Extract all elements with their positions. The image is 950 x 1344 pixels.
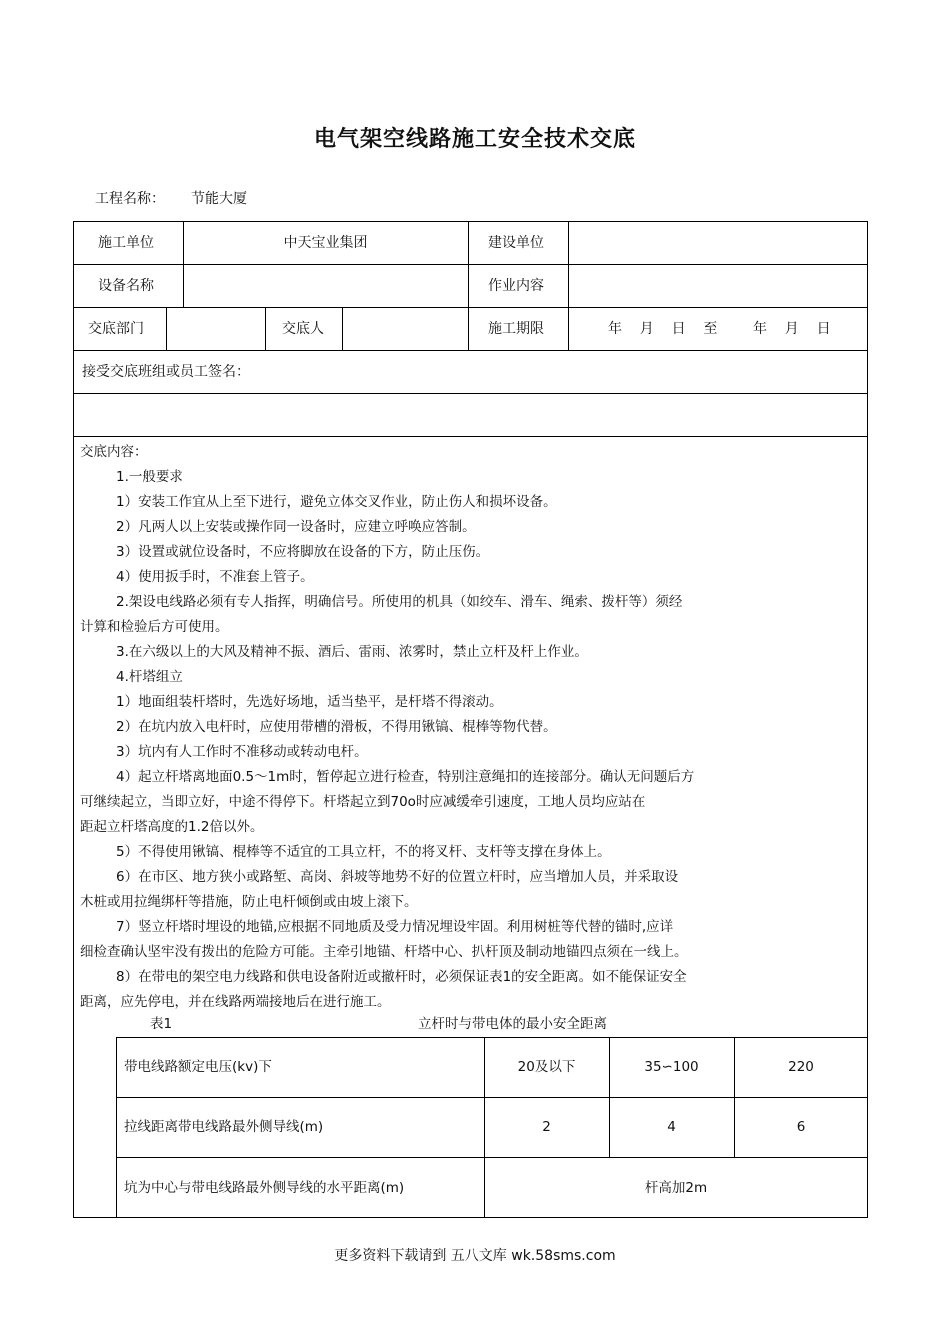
table-rule	[116, 1037, 868, 1038]
table-cell: 2	[542, 1119, 551, 1135]
content-heading: 交底内容：	[80, 444, 148, 460]
table-rule	[116, 1157, 868, 1158]
content-line: 8）在带电的架空电力线路和供电设备附近或撤杆时，必须保证表1的安全距离。如不能保证安全	[116, 969, 687, 985]
signature-label: 接受交底班组或员工签名：	[82, 364, 250, 380]
content-line: 1）地面组装杆塔时，先选好场地，适当垫平，是杆塔不得滚动。	[116, 694, 503, 710]
table-rule	[116, 1097, 868, 1098]
table-row-label: 坑为中心与带电线路最外侧导线的水平距离(m)	[124, 1180, 405, 1196]
table-cell: 20及以下	[517, 1059, 576, 1075]
project-name-row	[95, 188, 247, 208]
table-merged-cell: 杆高加2m	[644, 1180, 708, 1196]
content-line: 6）在市区、地方狭小或路堑、高岗、斜坡等地势不好的位置立杆时，应当增加人员，并采取设	[116, 869, 679, 885]
construction-period-label: 施工期限	[488, 321, 544, 337]
col-divider	[468, 221, 469, 350]
table-title: 立杆时与带电体的最小安全距离	[418, 1016, 607, 1032]
table-col-divider	[734, 1037, 735, 1157]
project-name-label: 工程名称：	[95, 191, 165, 207]
row-divider	[73, 436, 868, 437]
briefing-content	[80, 440, 800, 1015]
work-content-label: 作业内容	[488, 278, 544, 294]
col-divider	[166, 307, 167, 350]
content-line: 2.架设电线路必须有专人指挥，明确信号。所使用的机具（如绞车、滑车、绳索、拨杆等）须经	[116, 594, 683, 610]
row-divider	[73, 393, 868, 394]
content-line: 3）坑内有人工作时不准移动或转动电杆。	[116, 744, 368, 760]
content-line: 4）使用扳手时，不准套上管子。	[116, 569, 314, 585]
col-divider	[265, 307, 266, 350]
content-line: 5）不得使用锹镐、棍棒等不适宜的工具立杆，不的将叉杆、支杆等支撑在身体上。	[116, 844, 611, 860]
briefing-dept-label: 交底部门	[88, 321, 144, 337]
content-line: 4.杆塔组立	[116, 669, 183, 685]
content-line: 距起立杆塔高度的1.2倍以外。	[80, 819, 264, 835]
table-number: 表1	[150, 1016, 173, 1032]
page-title: 电气架空线路施工安全技术交底	[313, 127, 636, 152]
content-line: 3）设置或就位设备时，不应将脚放在设备的下方，防止压伤。	[116, 544, 490, 560]
col-divider	[568, 221, 569, 350]
content-line: 3.在六级以上的大风及精神不振、酒后、雷雨、浓雾时，禁止立杆及杆上作业。	[116, 644, 588, 660]
equipment-name-label: 设备名称	[98, 278, 154, 294]
row-divider	[73, 307, 868, 308]
row-divider	[73, 350, 868, 351]
table-cell: 4	[667, 1119, 676, 1135]
briefing-person-label: 交底人	[282, 321, 324, 337]
content-line: 细检查确认坚牢没有拨出的危险方可能。主牵引地锚、杆塔中心、扒杆顶及制动地锚四点须在一线上。	[80, 944, 688, 960]
table-col-divider	[116, 1037, 117, 1218]
col-divider	[342, 307, 343, 350]
build-unit-label: 建设单位	[488, 235, 544, 251]
table-cell: 220	[788, 1059, 814, 1075]
table-cell: 6	[796, 1119, 806, 1135]
content-line: 2）在坑内放入电杆时，应使用带槽的滑板，不得用锹镐、棍棒等物代替。	[116, 719, 557, 735]
table-col-divider	[609, 1037, 610, 1157]
table-cell: 35∽100	[644, 1059, 699, 1075]
construction-unit-label: 施工单位	[98, 235, 154, 251]
project-name-value: 节能大厦	[191, 191, 247, 207]
content-line: 距离，应先停电，并在线路两端接地后在进行施工。	[80, 994, 391, 1010]
content-line: 7）竖立杆塔时埋设的地锚,应根据不同地质及受力情况埋设牢固。利用树桩等代替的锚时,应详	[116, 919, 674, 935]
construction-unit-value: 中天宝业集团	[283, 235, 368, 251]
construction-period-value: 年 月 日 至 年 月 日	[608, 321, 831, 337]
content-line: 1）安装工作宜从上至下进行，避免立体交叉作业，防止伤人和损坏设备。	[116, 494, 557, 510]
table-row-label: 带电线路额定电压(kv)下	[124, 1059, 272, 1075]
content-line: 木桩或用拉绳绑杆等措施，防止电杆倾倒或由坡上滚下。	[80, 894, 418, 910]
content-line: 1.一般要求	[116, 469, 183, 485]
content-line: 可继续起立，当即立好，中途不得停下。杆塔起立到70o时应减缓牵引速度，工地人员均应站在	[80, 794, 646, 810]
table-row-label: 拉线距离带电线路最外侧导线(m)	[124, 1119, 324, 1135]
content-line: 计算和检验后方可使用。	[80, 619, 229, 635]
content-line: 4）起立杆塔离地面0.5～1m时，暂停起立进行检查，特别注意绳扣的连接部分。确认无问题后方	[116, 769, 695, 785]
row-divider	[73, 264, 868, 265]
content-line: 2）凡两人以上安装或操作同一设备时，应建立呼唤应答制。	[116, 519, 476, 535]
footer-text: 更多资料下载请到 五八文库 wk.58sms.com	[334, 1248, 616, 1264]
